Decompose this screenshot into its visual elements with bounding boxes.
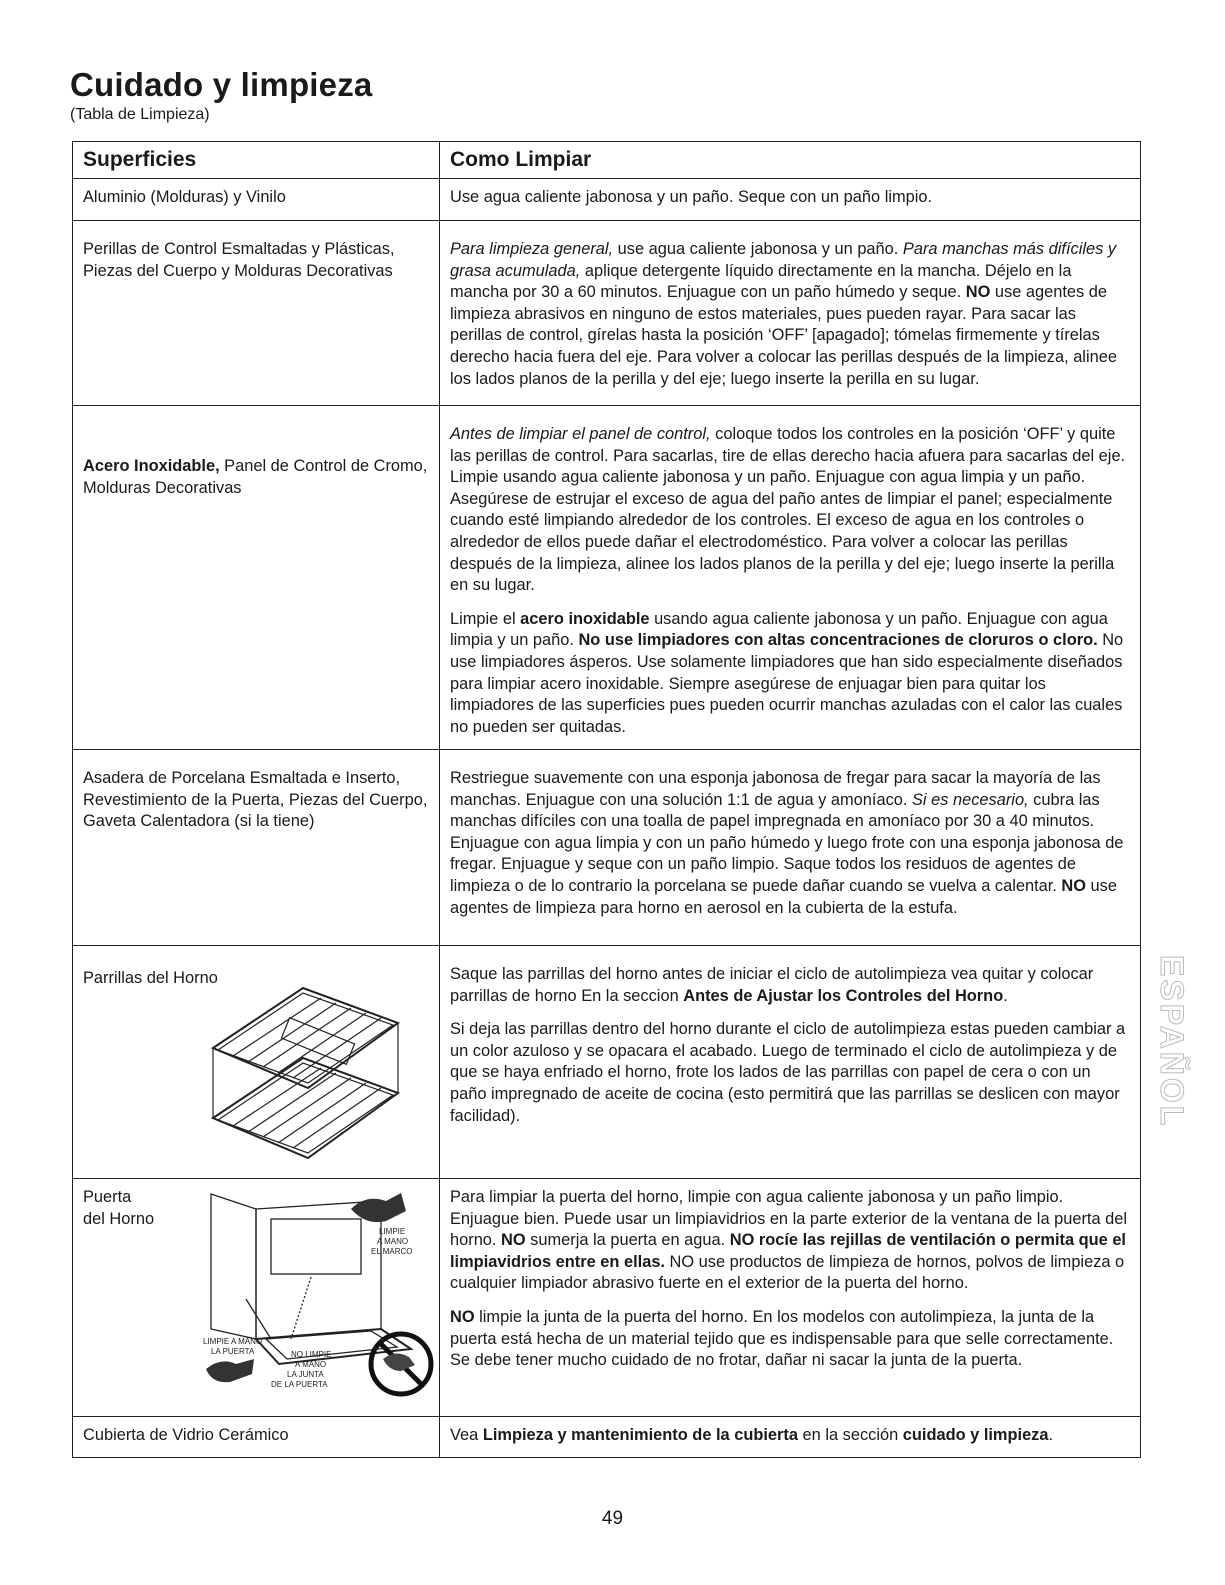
oven-racks-illustration (203, 978, 433, 1173)
callout-text: NO LIMPIE (291, 1350, 332, 1359)
language-side-tab: ESPAÑOL (1154, 955, 1190, 1129)
table-row (73, 1417, 1141, 1458)
table-row (73, 179, 1141, 221)
table-row (73, 946, 1141, 1179)
door-callout (203, 1337, 262, 1356)
callout-text: LA PUERTA (211, 1347, 255, 1356)
method-paragraph: NO limpie la junta de la puerta del horno. En los modelos con autolimpieza, la junta de la puerta está hecha de un material tejido que es indispensable para que selle correctamente. Se debe tener mucho cuidado de no frotar, dañar ni sacar la junta de la puerta. (450, 1307, 1114, 1370)
oven-door-illustration (201, 1189, 441, 1404)
surface-cell: Cubierta de Vidrio Cerámico (73, 1417, 440, 1458)
table-header-row (73, 142, 1141, 179)
surface-label: Puerta (83, 1188, 132, 1206)
callout-text: A MANO (377, 1237, 409, 1246)
table-row (73, 221, 1141, 406)
surface-cell: Acero Inoxidable, Panel de Control de Cromo, Molduras Decorativas (73, 406, 440, 750)
callout-text: A MANO (295, 1360, 327, 1369)
table-row (73, 406, 1141, 750)
method-cell: Restriegue suavemente con una esponja jabonosa de fregar para sacar la mayoría de las manchas. Enjuague con una solución 1:1 de agua y amoníaco. Si es necesario, cubra las manchas difíciles con una toalla de papel impregnada en amoníaco por 30 a 40 minutos. Enjuague con agua limpia y con un paño húmedo y luego frote con una esponja jabonosa de fregar. Enjuague y seque con un paño limpio. Saque todos los residuos de agentes de limpieza o de lo contrario la porcelana se puede dañar cuando se vuelva a calentar. NO use agentes de limpieza para horno en aerosol en la cubierta de la estufa. (440, 750, 1141, 946)
page-number: 49 (601, 1508, 624, 1529)
surface-cell: Asadera de Porcelana Esmaltada e Inserto, Revestimiento de la Puerta, Piezas del Cuerpo, Gaveta Calentadora (si la tiene) (73, 750, 440, 946)
surface-label: del Horno (83, 1209, 155, 1228)
callout-text: LA JUNTA (287, 1370, 324, 1379)
surface-cell: Aluminio (Molduras) y Vinilo (73, 179, 440, 221)
surface-cell: Perillas de Control Esmaltadas y Plásticas, Piezas del Cuerpo y Molduras Decorativas (73, 221, 440, 406)
method-paragraph: Limpie el acero inoxidable usando agua caliente jabonosa y un paño. Enjuague con agua limpia y un paño. No use limpiadores con altas concentraciones de cloruros o cloro. No use limpiadores ásperos. Use solamente limpiadores que han sido especialmente diseñados para limpiar acero inoxidable. Siempre asegúrese de enjuagar bien para quitar los limpiadores de las superficies pues pueden ocurrir manchas azuladas con el calor las cuales no pueden ser quitadas. (450, 609, 1124, 736)
surface-cell (73, 1179, 440, 1417)
method-cell: Use agua caliente jabonosa y un paño. Seque con un paño limpio. (440, 179, 1141, 221)
method-paragraph: Para limpiar la puerta del horno, limpie con agua caliente jabonosa y un paño limpio. Enjuague bien. Puede usar un limpiavidrios en la parte exterior de la ventana de la puerta del horno. NO sumerja la puerta en agua. NO rocíe las rejillas de ventilación o permita que el limpiavidrios entre en ellas. NO use productos de limpieza de hornos, polvos de limpieza o cualquier limpiador abrasivo fuerte en el exterior de la puerta del horno. (450, 1188, 1128, 1293)
method-paragraph: Antes de limpiar el panel de control, coloque todos los controles en la posición ‘OFF’ y quite las perillas de control. Para sacarlas, tire de ellas derecho hacia afuera para sacarlas del eje. Limpie usando agua caliente jabonosa y un paño. Enjuague con agua limpia y un paño. Asegúrese de estrujar el exceso de agua del paño antes de limpiar el panel; especialmente cuando esté limpiando alrededor de los controles. El exceso de agua en los controles o alrededor de ellos puede dañar el electrodoméstico. Para volver a colocar las perillas después de la limpieza, alinee los lados planos de la perilla y del eje; luego inserte la perilla en su lugar. (450, 425, 1126, 595)
table-row (73, 1179, 1141, 1417)
method-cell (440, 1179, 1141, 1417)
method-paragraph: Si deja las parrillas dentro del horno durante el ciclo de autolimpieza estas pueden cambiar a un color azuloso y se opacara el acabado. Luego de terminado el ciclo de autolimpieza y de que se haya enfriado el horno, frote los lados de las parrillas con papel de cera o con un paño impregnado de aceite de cocina (esto permitirá que las parrillas se deslicen con mayor facilidad). (450, 1020, 1126, 1125)
header-surfaces: Superficies (73, 142, 440, 179)
surface-label: Parrillas del Horno (83, 969, 218, 987)
method-cell (440, 946, 1141, 1179)
callout-text: LIMPIE A MANO (203, 1337, 263, 1346)
header-how-to-clean: Como Limpiar (440, 142, 1141, 179)
callout-text: DE LA PUERTA (271, 1380, 328, 1389)
callout-text: LIMPIE (379, 1227, 406, 1236)
cleaning-table (72, 141, 1141, 1458)
table-row (73, 750, 1141, 946)
surface-cell (73, 946, 440, 1179)
callout-text: EL MARCO (371, 1247, 413, 1256)
page-title: Cuidado y limpieza (70, 66, 373, 103)
method-cell: Vea Limpieza y mantenimiento de la cubierta en la sección cuidado y limpieza. (440, 1417, 1141, 1458)
method-paragraph: Saque las parrillas del horno antes de iniciar el ciclo de autolimpieza vea quitar y colocar parrillas de horno En la seccion Antes de Ajustar los Controles del Horno. (450, 965, 1094, 1005)
gasket-callout (271, 1350, 331, 1389)
frame-callout (371, 1227, 413, 1256)
page-subtitle: (Tabla de Limpieza) (70, 106, 210, 123)
method-cell (440, 406, 1141, 750)
method-cell: Para limpieza general, use agua caliente jabonosa y un paño. Para manchas más difíciles y grasa acumulada, aplique detergente líquido directamente en la mancha. Déjelo en la mancha por 30 a 60 minutos. Enjuague con un paño húmedo y seque. NO use agentes de limpieza abrasivos en ninguno de estos materiales, pues pueden rayar. Para sacar las perillas de control, gírelas hasta la posición ‘OFF’ [apagado]; tómelas firmemente y tírelas derecho hacia fuera del eje. Para volver a colocar las perillas después de la limpieza, alinee los lados planos de la perilla y del eje; luego inserte la perilla en su lugar. (440, 221, 1141, 406)
